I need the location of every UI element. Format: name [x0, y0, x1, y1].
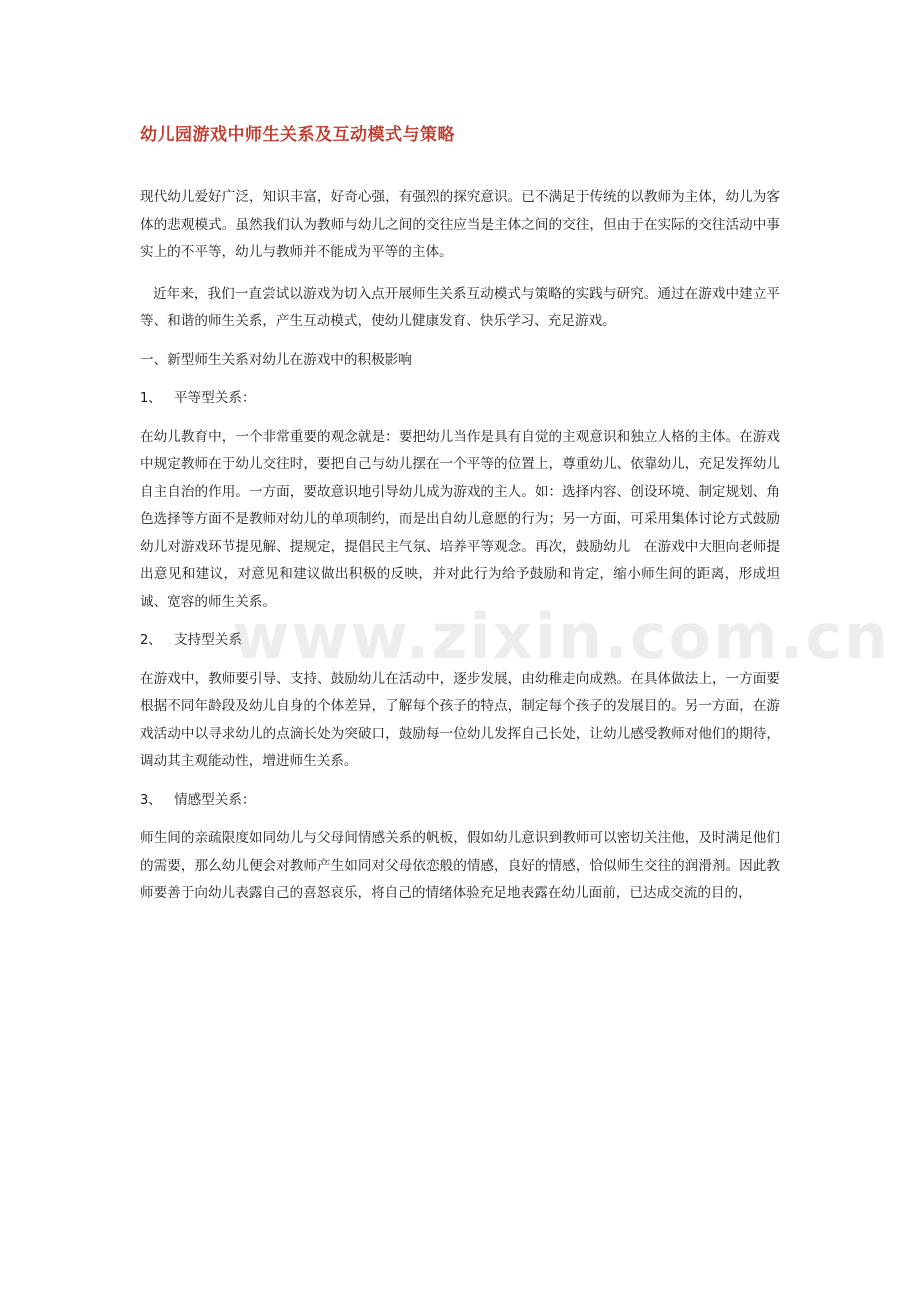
subsection-2-text: 在游戏中，教师要引导、支持、鼓励幼儿在活动中，逐步发展，由幼稚走向成熟。在具体做法上，一方面要根据不同年龄段及幼儿自身的个体差异，了解每个孩子的特点，制定每个孩子的发展目的。另一方面，在游戏活动中以寻求幼儿的点滴长处为突破口，鼓励每一位幼儿发挥自己长处，让幼儿感受教师对他们的期待，调动其主观能动性，增进师生关系。 [140, 670, 780, 769]
subsection-2-heading [140, 627, 780, 655]
subsection-1-text: 在幼儿教育中，一个非常重要的观念就是：要把幼儿当作是具有自觉的主观意识和独立人格的主体。在游戏中规定教师在于幼儿交往时，要把自己与幼儿摆在一个平等的位置上，尊重幼儿、依靠幼儿，充足发挥幼儿自主自治的作用。一方面，要故意识地引导幼儿成为游戏的主人。如：选择内容、创设环境、制定规划、角色选择等方面不是教师对幼儿的单项制约，而是出自幼儿意愿的行为；另一方面，可采用集体讨论方式鼓励幼儿对游戏环节提见解、提规定，提倡民主气氛、培养平等观念。再次，鼓励幼儿 在游戏中大胆向老师提出意见和建议，对意见和建议做出积极的反映，并对此行为给予鼓励和肯定，缩小师生间的距离，形成坦诚、宽容的师生关系。 [140, 428, 780, 610]
watermark: www.zixin.com.cn [232, 600, 891, 673]
subsection-1-number: 1、 [140, 391, 162, 406]
subsection-3-text: 师生间的亲疏限度如同幼儿与父母间情感关系的帆板，假如幼儿意识到教师可以密切关注他，及时满足他们的需要，那么幼儿便会对教师产生如同对父母依恋般的情感，良好的情感，恰似师生交往的润滑剂。因此教师要善于向幼儿表露自己的喜怒哀乐，将自己的情绪体验充足地表露在幼儿面前，已达成交流的目的， [140, 830, 780, 901]
subsection-3-heading [140, 787, 780, 815]
subsection-3-label: 情感型关系： [174, 791, 256, 808]
document-title: 幼儿园游戏中师生关系及互动模式与策略 [140, 125, 455, 145]
subsection-1-label: 平等型关系： [174, 390, 256, 406]
intro-paragraph-2: 近年来，我们一直尝试以游戏为切入点开展师生关系互动模式与策略的实践与研究。通过在游戏中建立平等、和谐的师生关系，产生互动模式，使幼儿健康发育、快乐学习、充足游戏。 [140, 285, 780, 329]
subsection-2-number: 2、 [140, 633, 162, 648]
document-body [140, 184, 780, 922]
subsection-1-heading [140, 385, 780, 413]
subsection-3-number: 3、 [140, 792, 162, 808]
section-1-heading: 一、新型师生关系对幼儿在游戏中的积极影响 [140, 351, 412, 368]
intro-paragraph-1: 现代幼儿爱好广泛，知识丰富，好奇心强，有强烈的探究意识。已不满足于传统的以教师为主体，幼儿为客体的悲观模式。虽然我们认为教师与幼儿之间的交往应当是主体之间的交往，但由于在实际的交往活动中事实上的不平等，幼儿与教师并不能成为平等的主体。 [140, 189, 780, 260]
subsection-2-label: 支持型关系 [174, 632, 242, 648]
